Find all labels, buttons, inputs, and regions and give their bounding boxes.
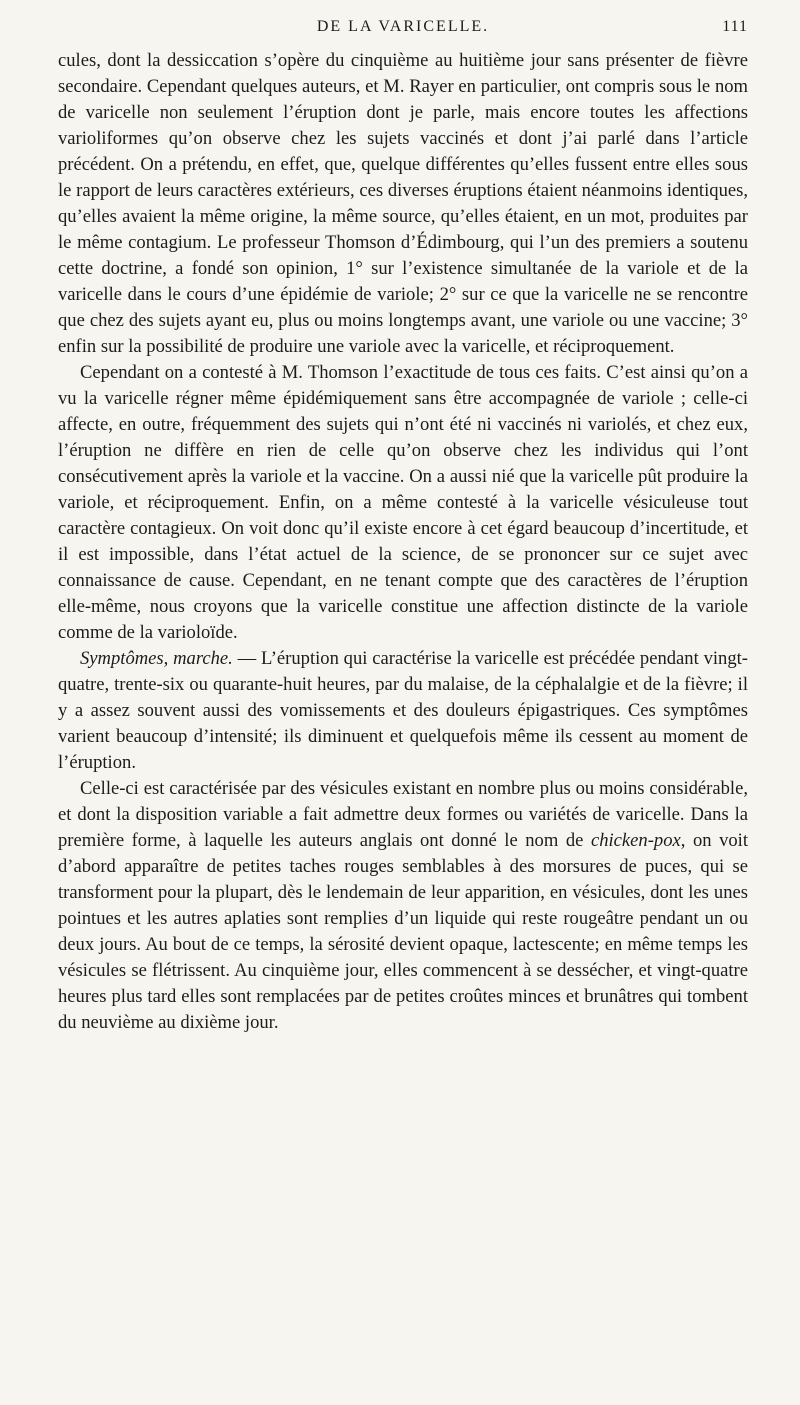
- running-title: DE LA VARICELLE.: [316, 18, 490, 35]
- paragraph-1: cules, dont la dessiccation s’opère du cinquième au huitième jour sans présenter de fièvre secondaire. Cependant quelques auteurs, et M. Rayer en particulier, ont compris sous le nom de varicelle non seulement l’éruption dont je parle, mais encore toutes les affections varioliformes qu’on observe chez les sujets vaccinés et dont j’ai parlé dans l’article précédent. On a prétendu, en effet, que, quelque différentes qu’elles fussent entre elles sous le rapport de leurs caractères extérieurs, ces diverses éruptions étaient néanmoins identiques, qu’elles avaient la même origine, la même source, qu’elles étaient, en un mot, produites par le même contagium. Le professeur Thomson d’Édimbourg, qui l’un des premiers a soutenu cette doctrine, a fondé son opinion, 1° sur l’existence simultanée de la variole et de la varicelle dans le cours d’une épidémie de variole; 2° sur ce que la varicelle ne se rencontre que chez des sujets ayant eu, plus ou moins longtemps avant, une variole ou une vaccine; 3° enfin sur la possibilité de produire une variole avec la varicelle, et réciproquement.: [58, 50, 748, 357]
- body-text: [58, 48, 748, 1036]
- paragraph-2: Cependant on a contesté à M. Thomson l’exactitude de tous ces faits. C’est ainsi qu’on a vu la varicelle régner même épidémiquement sans être accompagnée de variole ; celle-ci affecte, en outre, fréquemment des sujets qui n’ont été ni vaccinés ni variolés, et chez eux, l’éruption ne diffère en rien de celle qu’on observe chez les individus qui l’ont consécutivement après la variole et la vaccine. On a aussi nié que la varicelle pût produire la variole, et réciproquement. Enfin, on a même contesté à la varicelle vésiculeuse tout caractère contagieux. On voit donc qu’il existe encore à cet égard beaucoup d’incertitude, et il est impossible, dans l’état actuel de la science, de se prononcer sur ce sujet avec connaissance de cause. Cependant, en ne tenant compte que des caractères de l’éruption elle-même, nous croyons que la varicelle constitue une affection distincte de la variole comme de la varioloïde.: [58, 362, 748, 643]
- running-header: [58, 14, 748, 48]
- page-number: 111: [722, 18, 748, 35]
- book-page: [58, 14, 748, 1036]
- section-heading-symptomes: Symptômes, marche.: [80, 648, 233, 669]
- paragraph-4-start: Celle-ci est caractérisée par des vésicules existant en nombre plus ou moins considérable, et dont la disposition variable a fait admettre deux formes ou variétés de varicelle. Dans la première forme, à laquelle les auteurs anglais ont donné le nom de: [58, 778, 748, 851]
- paragraph-3: [58, 646, 748, 776]
- paragraph-4-end: , on voit d’abord apparaître de petites taches rouges semblables à des morsures de puces, qui se transforment pour la plupart, dès le lendemain de leur apparition, en vésicules, dont les unes pointues et les autres aplaties sont remplies d’un liquide qui reste rougeâtre pendant un ou deux jours. Au bout de ce temps, la sérosité devient opaque, lactescente; en même temps les vésicules se flétrissent. Au cinquième jour, elles commencent à se dessécher, et vingt-quatre heures plus tard elles sont remplacées par de petites croûtes minces et brunâtres qui tombent du neuvième au dixième jour.: [58, 830, 748, 1033]
- term-chicken-pox: chicken-pox: [590, 830, 681, 851]
- paragraph-4: [58, 776, 748, 1036]
- paragraph-3-body: — L’éruption qui caractérise la varicelle est précédée pendant vingt-quatre, trente-six ou quarante-huit heures, par du malaise, de la céphalalgie et de la fièvre; il y a assez souvent aussi des vomissements et des douleurs épigastriques. Ces symptômes varient beaucoup d’intensité; ils diminuent et quelquefois même ils cessent au moment de l’éruption.: [58, 648, 748, 773]
